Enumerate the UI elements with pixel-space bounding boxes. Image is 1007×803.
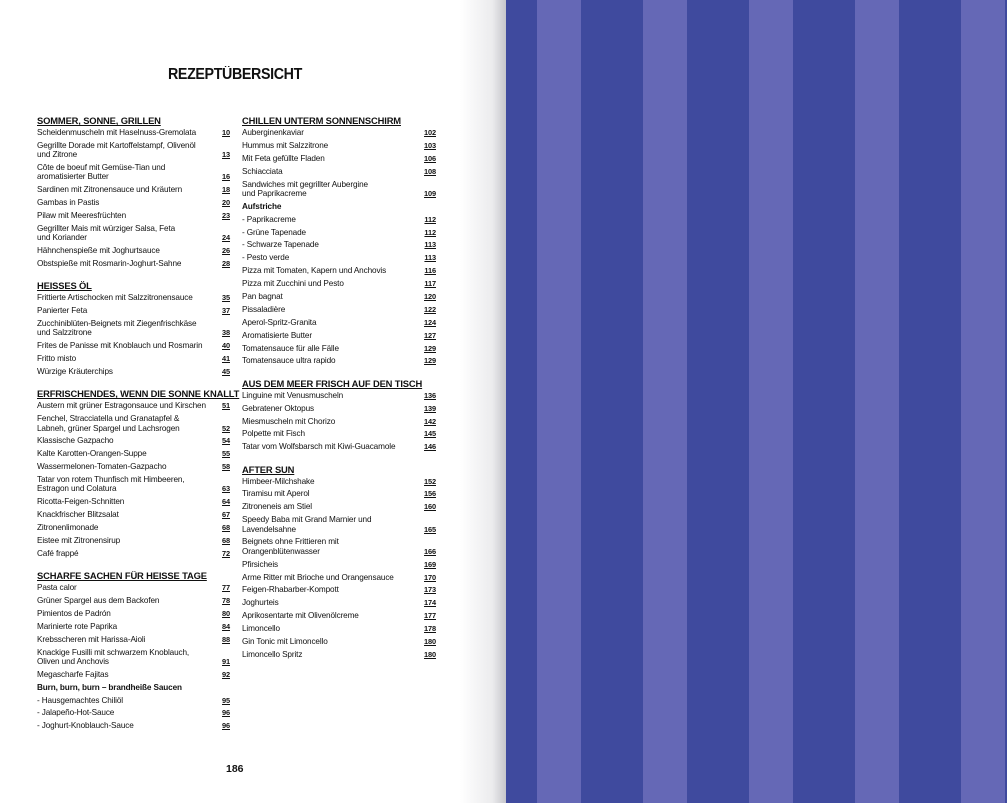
toc-entry xyxy=(242,515,436,534)
recipe-page-number: 102 xyxy=(424,128,436,137)
toc-entry xyxy=(242,154,436,163)
recipe-title: Knackige Fusilli mit schwarzem Knoblauch, Oliven und Anchovis xyxy=(37,647,190,666)
recipe-page-number: 124 xyxy=(424,317,436,327)
toc-entry xyxy=(37,648,230,667)
page-title: REZEPTÜBERSICHT xyxy=(168,66,302,83)
toc-section xyxy=(37,388,240,558)
recipe-page-number: 120 xyxy=(424,291,436,301)
toc-entry xyxy=(37,163,230,182)
recipe-title: Schiacciata xyxy=(242,166,283,176)
recipe-page-number: 173 xyxy=(424,585,436,595)
toc-entry xyxy=(37,211,230,220)
recipe-title: - Pesto verde xyxy=(242,253,290,263)
recipe-title: Wassermelonen-Tomaten-Gazpacho xyxy=(37,462,167,472)
recipe-title: Austern mit grüner Estragonsauce und Kirschen xyxy=(37,401,206,411)
recipe-page-number: 108 xyxy=(424,166,436,176)
recipe-title: Ricotta-Feigen-Schnitten xyxy=(37,497,125,507)
recipe-page-number: 78 xyxy=(222,596,230,606)
recipe-page-number: 174 xyxy=(424,598,436,608)
recipe-page-number: 136 xyxy=(424,390,436,400)
section-heading: SCHARFE SACHEN FÜR HEISSE TAGE xyxy=(37,570,207,582)
recipe-title: Pilaw mit Meeresfrüchten xyxy=(37,211,127,221)
section-heading: ERFRISCHENDES, WENN DIE SONNE KNALLT xyxy=(37,388,240,400)
recipe-title: Scheidenmuscheln mit Haselnuss-Gremolata xyxy=(37,128,197,137)
recipe-page-number: 40 xyxy=(222,341,230,351)
recipe-page-number: 20 xyxy=(222,198,230,208)
toc-entry xyxy=(37,367,230,376)
recipe-page-number: 38 xyxy=(222,328,230,338)
toc-entry xyxy=(37,401,230,410)
toc-entry xyxy=(37,635,230,644)
section-heading: AUS DEM MEER FRISCH AUF DEN TISCH xyxy=(242,377,423,389)
recipe-title: Pasta calor xyxy=(37,583,77,593)
recipe-page-number: 41 xyxy=(222,354,230,364)
recipe-title: Himbeer-Milchshake xyxy=(242,476,315,486)
recipe-title: Aromatisierte Butter xyxy=(242,330,312,340)
recipe-page-number: 37 xyxy=(222,306,230,316)
toc-entry xyxy=(37,306,230,315)
recipe-title: - Schwarze Tapenade xyxy=(242,240,319,250)
toc-entry xyxy=(242,477,436,486)
recipe-title: Limoncello Spritz xyxy=(242,649,303,659)
toc-entry xyxy=(242,344,436,353)
toc-subheading xyxy=(37,683,230,692)
recipe-title: Kalte Karotten-Orangen-Suppe xyxy=(37,449,147,459)
recipe-page-number: 103 xyxy=(424,140,436,150)
toc-entry xyxy=(242,650,436,659)
recipe-title: Linguine mit Venusmuscheln xyxy=(242,390,344,400)
recipe-title: Fritto misto xyxy=(37,354,77,364)
recipe-page-number: 116 xyxy=(424,266,436,276)
toc-entry xyxy=(37,583,230,592)
toc-entry xyxy=(242,305,436,314)
toc-entry xyxy=(37,414,230,433)
recipe-page-number: 13 xyxy=(222,150,230,160)
toc-entry xyxy=(37,475,230,494)
recipe-page-number: 113 xyxy=(424,253,436,263)
recipe-page-number: 35 xyxy=(222,293,230,303)
toc-entry xyxy=(37,708,230,717)
section-heading: AFTER SUN xyxy=(242,463,295,475)
recipe-page-number: 106 xyxy=(424,153,436,163)
recipe-title: Panierter Feta xyxy=(37,306,88,316)
recipe-page-number: 77 xyxy=(222,583,230,593)
toc-entry xyxy=(242,215,436,224)
recipe-page-number: 96 xyxy=(222,721,230,731)
recipe-page-number: 180 xyxy=(424,636,436,646)
recipe-page-number: 68 xyxy=(222,523,230,533)
toc-entry xyxy=(242,624,436,633)
recipe-title: Zucchiniblüten-Beignets mit Ziegenfrischkäse und Salzzitrone xyxy=(37,319,197,338)
recipe-title: Marinierte rote Paprika xyxy=(37,621,118,631)
recipe-page-number: 139 xyxy=(424,403,436,413)
recipe-page-number: 10 xyxy=(222,128,230,137)
toc-entry xyxy=(37,198,230,207)
toc-section xyxy=(242,115,436,366)
toc-entry xyxy=(37,462,230,471)
toc-entry xyxy=(242,442,436,451)
recipe-page-number: 113 xyxy=(424,240,436,250)
recipe-title: Gegrillte Dorade mit Kartoffelstampf, Olivenöl und Zitrone xyxy=(37,140,196,160)
toc-entry xyxy=(242,253,436,262)
recipe-page-number: 18 xyxy=(222,185,230,195)
toc-entry xyxy=(242,611,436,620)
section-heading: HEISSES ÖL xyxy=(37,280,92,292)
recipe-title: Aprikosentarte mit Olivenölcreme xyxy=(242,611,359,621)
recipe-page-number: 109 xyxy=(424,188,436,198)
toc-entry xyxy=(242,573,436,582)
recipe-title: Gambas in Pastis xyxy=(37,198,100,208)
recipe-page-number: 160 xyxy=(424,502,436,512)
recipe-title: Auberginenkaviar xyxy=(242,128,304,137)
recipe-title: Fenchel, Stracciatella und Granatapfel & Labneh, grüner Spargel und Lachsrogen xyxy=(37,414,180,433)
recipe-title: Côte de boeuf mit Gemüse-Tian und aromatisierter Butter xyxy=(37,163,166,182)
recipe-title: Sandwiches mit gegrillter Aubergine und Paprikacreme xyxy=(242,179,368,198)
recipe-title: Megascharfe Fajitas xyxy=(37,669,109,679)
recipe-page-number: 95 xyxy=(222,695,230,705)
recipe-page-number: 146 xyxy=(424,442,436,452)
toc-entry xyxy=(37,523,230,532)
recipe-title: Tomatensauce für alle Fälle xyxy=(242,343,339,353)
toc-entry xyxy=(37,721,230,730)
toc-entry xyxy=(37,696,230,705)
recipe-title: Café frappé xyxy=(37,548,79,558)
recipe-page-number: 64 xyxy=(222,497,230,507)
toc-entry xyxy=(37,141,230,160)
page-number: 186 xyxy=(226,763,244,775)
recipe-title: Tatar vom Wolfsbarsch mit Kiwi-Guacamole xyxy=(242,442,396,452)
recipe-title: Hähnchenspieße mit Joghurtsauce xyxy=(37,246,160,256)
recipe-title: Tiramisu mit Aperol xyxy=(242,489,310,499)
recipe-page-number: 68 xyxy=(222,535,230,545)
recipe-title: Zitronenlimonade xyxy=(37,523,99,533)
page-fold-shadow xyxy=(460,0,506,803)
toc-entry xyxy=(242,391,436,400)
toc-entry xyxy=(37,341,230,350)
recipe-page-number: 28 xyxy=(222,259,230,269)
recipe-title: - Grüne Tapenade xyxy=(242,227,306,237)
toc-entry xyxy=(242,404,436,413)
toc-entry xyxy=(242,585,436,594)
recipe-title: Grüner Spargel aus dem Backofen xyxy=(37,596,160,606)
toc-entry xyxy=(242,598,436,607)
recipe-title: Mit Feta gefüllte Fladen xyxy=(242,153,325,163)
recipe-page-number: 80 xyxy=(222,608,230,618)
recipe-page-number: 58 xyxy=(222,462,230,472)
recipe-title: - Jalapeño-Hot-Sauce xyxy=(37,708,115,718)
recipe-title: Pizza mit Tomaten, Kapern und Anchovis xyxy=(242,266,387,276)
recipe-title: Pissaladière xyxy=(242,304,286,314)
toc-entry xyxy=(242,417,436,426)
recipe-page-number: 129 xyxy=(424,356,436,366)
recipe-title: Eistee mit Zitronensirup xyxy=(37,535,121,545)
toc-entry xyxy=(242,167,436,176)
recipe-title: Pizza mit Zucchini und Pesto xyxy=(242,279,344,289)
toc-entry xyxy=(242,560,436,569)
recipe-page-number: 96 xyxy=(222,708,230,718)
recipe-title: Beignets ohne Frittieren mit Orangenblütenwasser xyxy=(242,537,339,556)
recipe-page-number: 169 xyxy=(424,559,436,569)
recipe-title: Frites de Panisse mit Knoblauch und Rosmarin xyxy=(37,341,203,351)
toc-entry xyxy=(242,637,436,646)
toc-entry xyxy=(242,489,436,498)
toc-entry xyxy=(37,246,230,255)
toc-entry xyxy=(37,609,230,618)
book-page xyxy=(0,0,478,803)
recipe-title: Würzige Kräuterchips xyxy=(37,367,113,377)
toc-entry xyxy=(242,279,436,288)
toc-section xyxy=(37,115,230,268)
toc-section xyxy=(37,570,230,731)
recipe-title: Tatar von rotem Thunfisch mit Himbeeren, Estragon und Colatura xyxy=(37,475,185,494)
recipe-page-number: 112 xyxy=(424,214,436,224)
section-heading: CHILLEN UNTERM SONNENSCHIRM xyxy=(242,115,401,126)
recipe-title: Gin Tonic mit Limoncello xyxy=(242,636,328,646)
recipe-page-number: 91 xyxy=(222,656,230,666)
recipe-page-number: 117 xyxy=(424,279,436,289)
recipe-page-number: 177 xyxy=(424,611,436,621)
recipe-title: Pan bagnat xyxy=(242,291,283,301)
toc-subheading xyxy=(242,202,436,211)
toc-entry xyxy=(37,622,230,631)
recipe-page-number: 63 xyxy=(222,484,230,494)
toc-entry xyxy=(242,429,436,438)
recipe-title: Arme Ritter mit Brioche und Orangensauce xyxy=(242,572,394,582)
recipe-title: Hummus mit Salzzitrone xyxy=(242,140,329,150)
recipe-page-number: 112 xyxy=(424,227,436,237)
recipe-title: Speedy Baba mit Grand Marnier und Lavendelsahne xyxy=(242,515,372,534)
toc-entry xyxy=(242,141,436,150)
recipe-page-number: 127 xyxy=(424,330,436,340)
recipe-title: - Hausgemachtes Chiliöl xyxy=(37,695,123,705)
toc-entry xyxy=(242,318,436,327)
recipe-title: - Paprikacreme xyxy=(242,214,296,224)
recipe-title: Gebratener Oktopus xyxy=(242,403,315,413)
recipe-title: Gegrillter Mais mit würziger Salsa, Feta und Koriander xyxy=(37,223,176,243)
toc-column-left xyxy=(37,115,240,743)
toc-entry xyxy=(242,356,436,365)
toc-section xyxy=(242,378,436,452)
toc-entry xyxy=(37,510,230,519)
recipe-page-number: 67 xyxy=(222,510,230,520)
toc-entry xyxy=(37,497,230,506)
toc-entry xyxy=(242,502,436,511)
toc-entry xyxy=(242,537,436,556)
recipe-page-number: 16 xyxy=(222,172,230,182)
toc-entry xyxy=(37,293,230,302)
recipe-title: Aperol-Spritz-Granita xyxy=(242,317,317,327)
toc-entry xyxy=(37,259,230,268)
toc-entry xyxy=(242,331,436,340)
recipe-title: Limoncello xyxy=(242,624,280,634)
toc-entry xyxy=(37,449,230,458)
recipe-page-number: 23 xyxy=(222,211,230,221)
recipe-title: - Joghurt-Knoblauch-Sauce xyxy=(37,721,134,731)
toc-entry xyxy=(37,596,230,605)
toc-entry xyxy=(242,266,436,275)
recipe-title: Pfirsicheis xyxy=(242,559,278,569)
recipe-page-number: 52 xyxy=(222,423,230,433)
recipe-title: Krebsscheren mit Harissa-Aioli xyxy=(37,634,146,644)
toc-entry xyxy=(242,240,436,249)
recipe-title: Frittierte Artischocken mit Salzzitronensauce xyxy=(37,293,193,303)
recipe-title: Sardinen mit Zitronensauce und Kräutern xyxy=(37,185,183,195)
recipe-page-number: 72 xyxy=(222,548,230,558)
recipe-title: Pimientos de Padrón xyxy=(37,608,111,618)
toc-entry xyxy=(242,292,436,301)
recipe-title: Burn, burn, burn – brandheiße Saucen xyxy=(37,682,182,692)
recipe-page-number: 24 xyxy=(222,233,230,243)
recipe-page-number: 45 xyxy=(222,367,230,377)
recipe-page-number: 166 xyxy=(424,546,436,556)
recipe-page-number: 51 xyxy=(222,401,230,411)
recipe-title: Feigen-Rhabarber-Kompott xyxy=(242,585,339,595)
striped-facing-page xyxy=(506,0,1007,803)
toc-section xyxy=(37,280,230,376)
toc-entry xyxy=(242,128,436,137)
recipe-page-number: 92 xyxy=(222,669,230,679)
recipe-page-number: 26 xyxy=(222,246,230,256)
recipe-title: Miesmuscheln mit Chorizo xyxy=(242,416,336,426)
recipe-page-number: 180 xyxy=(424,649,436,659)
toc-entry xyxy=(37,185,230,194)
recipe-page-number: 142 xyxy=(424,416,436,426)
toc-entry xyxy=(242,228,436,237)
recipe-title: Tomatensauce ultra rapido xyxy=(242,356,336,366)
recipe-page-number: 156 xyxy=(424,489,436,499)
recipe-title: Obstspieße mit Rosmarin-Joghurt-Sahne xyxy=(37,259,182,269)
recipe-page-number: 145 xyxy=(424,429,436,439)
recipe-page-number: 122 xyxy=(424,304,436,314)
toc-column-right xyxy=(242,115,436,671)
recipe-page-number: 84 xyxy=(222,621,230,631)
toc-entry xyxy=(37,319,230,338)
toc-entry xyxy=(37,536,230,545)
toc-entry xyxy=(37,549,230,558)
toc-section xyxy=(242,464,436,660)
recipe-page-number: 178 xyxy=(424,624,436,634)
recipe-page-number: 54 xyxy=(222,436,230,446)
recipe-title: Joghurteis xyxy=(242,598,279,608)
toc-entry xyxy=(37,354,230,363)
recipe-page-number: 152 xyxy=(424,476,436,486)
toc-entry xyxy=(242,180,436,199)
toc-entry xyxy=(37,128,230,137)
recipe-title: Zitroneneis am Stiel xyxy=(242,502,312,512)
recipe-page-number: 165 xyxy=(424,524,436,534)
recipe-title: Klassische Gazpacho xyxy=(37,436,114,446)
recipe-page-number: 129 xyxy=(424,343,436,353)
toc-entry xyxy=(37,436,230,445)
recipe-page-number: 170 xyxy=(424,572,436,582)
recipe-title: Knackfrischer Blitzsalat xyxy=(37,510,119,520)
section-heading: SOMMER, SONNE, GRILLEN xyxy=(37,115,161,126)
toc-entry xyxy=(37,670,230,679)
recipe-page-number: 55 xyxy=(222,449,230,459)
recipe-title: Aufstriche xyxy=(242,201,282,211)
recipe-page-number: 88 xyxy=(222,634,230,644)
toc-entry xyxy=(37,224,230,243)
recipe-title: Polpette mit Fisch xyxy=(242,429,305,439)
